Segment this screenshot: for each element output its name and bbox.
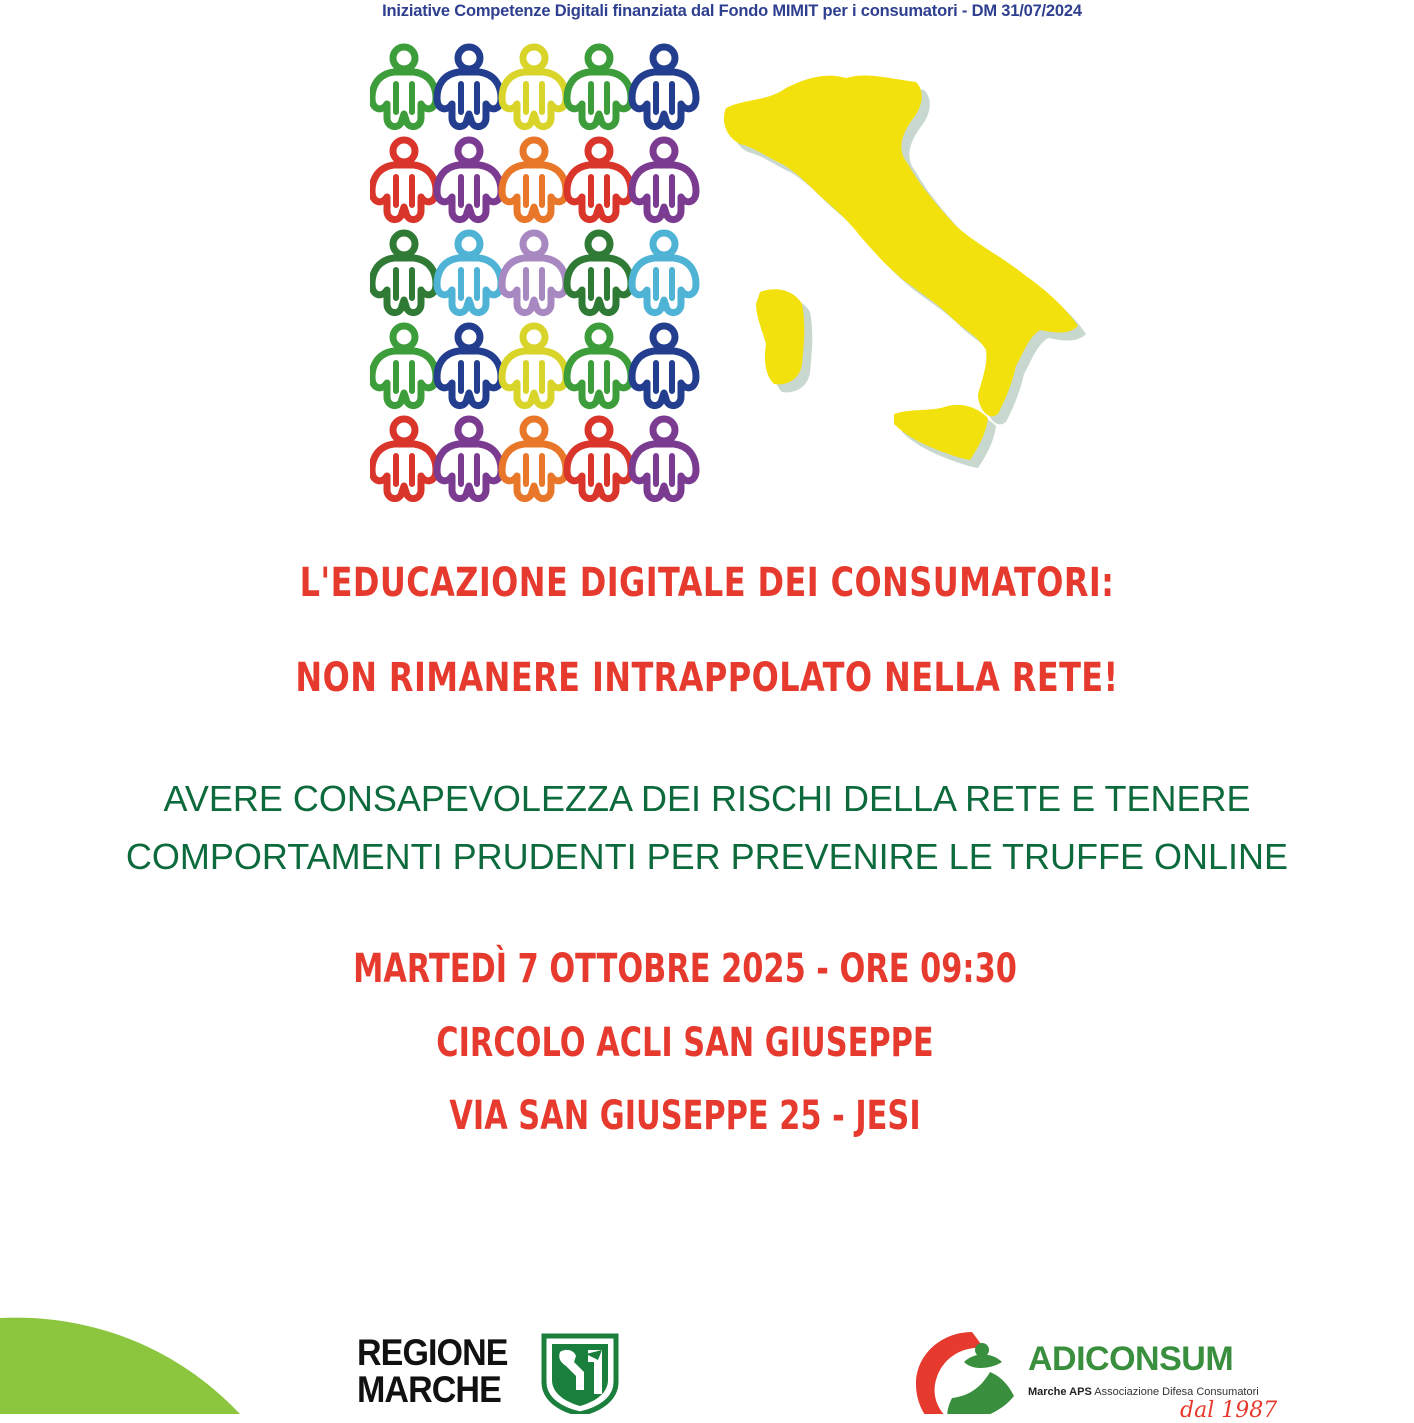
subtitle-line-2: COMPORTAMENTI PRUDENTI PER PREVENIRE LE TRUFFE ONLINE	[125, 836, 1289, 877]
title-line-1: L'EDUCAZIONE DIGITALE DEI CONSUMATORI:	[299, 560, 1115, 606]
person-icon	[567, 326, 631, 406]
funding-line: Iniziative Competenze Digitali finanziata dal Fondo MIMIT per i consumatori - DM 31/07/2024	[382, 2, 1082, 20]
person-icon	[437, 326, 501, 406]
event-venue: CIRCOLO ACLI SAN GIUSEPPE	[436, 1020, 934, 1066]
person-icon	[632, 326, 696, 406]
green-corner-shape	[0, 1310, 260, 1414]
person-icon	[502, 326, 566, 406]
subtitle-line-1: AVERE CONSAPEVOLEZZA DEI RISCHI DELLA RETE E TENERE	[163, 778, 1251, 819]
event-address: VIA SAN GIUSEPPE 25 - JESI	[449, 1093, 921, 1139]
adiconsum-logo-icon	[912, 1326, 1024, 1414]
person-icon	[437, 47, 501, 127]
person-icon	[502, 419, 566, 499]
adiconsum-tagline: Marche APS Associazione Difesa Consumatori	[1028, 1386, 1259, 1398]
person-icon	[372, 419, 436, 499]
person-icon	[437, 233, 501, 313]
person-icon	[372, 326, 436, 406]
person-icon	[632, 233, 696, 313]
person-icon	[632, 47, 696, 127]
person-icon	[437, 419, 501, 499]
adiconsum-year: dal 1987	[1180, 1398, 1278, 1423]
person-icon	[372, 140, 436, 220]
person-icon	[502, 140, 566, 220]
person-icon	[632, 419, 696, 499]
person-icon	[372, 47, 436, 127]
person-icon	[372, 233, 436, 313]
person-icon	[437, 140, 501, 220]
adiconsum-name: ADICONSUM	[1028, 1340, 1234, 1378]
person-icon	[567, 140, 631, 220]
regione-marche-wordmark: REGIONE MARCHE	[357, 1332, 508, 1410]
person-icon	[632, 140, 696, 220]
event-datetime: MARTEDÌ 7 OTTOBRE 2025 - ORE 09:30	[353, 946, 1017, 992]
person-icon	[567, 233, 631, 313]
person-icon	[567, 47, 631, 127]
regione-marche-shield-icon	[540, 1332, 620, 1414]
title-line-2: NON RIMANERE INTRAPPOLATO NELLA RETE!	[295, 655, 1119, 701]
person-icon	[502, 47, 566, 127]
people-grid	[370, 36, 700, 502]
italy-map-icon	[716, 68, 1096, 488]
person-icon	[567, 419, 631, 499]
person-icon	[502, 233, 566, 313]
